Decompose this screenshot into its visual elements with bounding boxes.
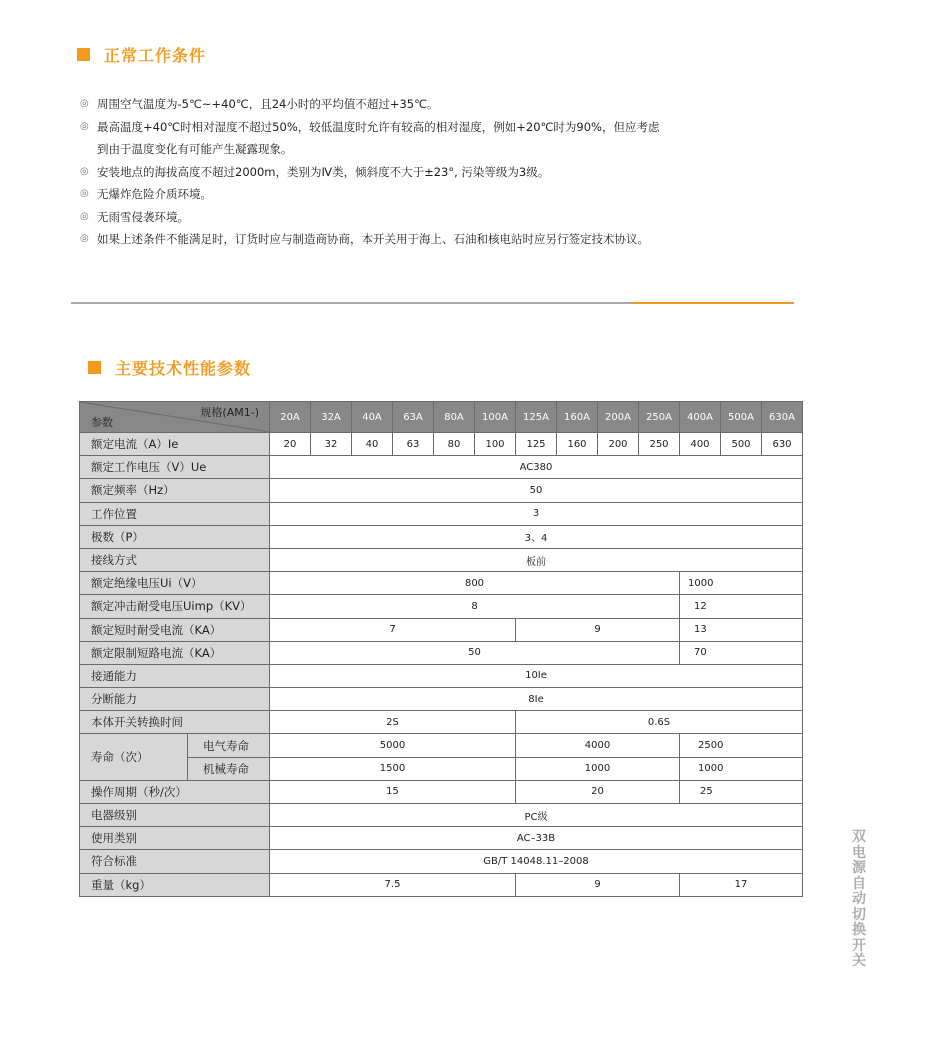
table-cell: 1000 <box>680 572 803 595</box>
table-row <box>80 502 803 525</box>
size-header: 400A <box>680 402 721 433</box>
side-label-char: 动 <box>852 891 866 907</box>
row-sublabel: 电气寿命 <box>188 734 270 757</box>
table-cell: 50 <box>270 479 803 502</box>
table-cell: 17 <box>680 873 803 896</box>
table-cell: 9 <box>516 618 680 641</box>
table-cell: 80 <box>434 433 475 456</box>
table-cell: PC级 <box>270 804 803 827</box>
row-label: 电器级别 <box>80 804 270 827</box>
table-cell: 5000 <box>270 734 516 757</box>
size-header: 63A <box>393 402 434 433</box>
side-label-char: 切 <box>852 906 866 923</box>
table-row <box>80 572 803 595</box>
table-cell: 70 <box>680 641 803 664</box>
side-label-char: 双 <box>852 829 866 845</box>
side-label-char: 开 <box>852 937 866 954</box>
row-label: 额定绝缘电压Ui（V） <box>80 572 270 595</box>
table-row <box>80 664 803 687</box>
table-cell: 0.6S <box>516 711 803 734</box>
list-item <box>80 93 760 116</box>
circle-bullet-icon: ◎ <box>80 210 89 222</box>
condition-text: 如果上述条件不能满足时，订货时应与制造商协商，本开关用于海上、石油和核电站时应另行签定技术协议。 <box>97 232 649 246</box>
spec-table <box>79 401 803 897</box>
condition-text: 安装地点的海拔高度不超过2000m，类别为Ⅳ类，倾斜度不大于±23°, 污染等级为3级。 <box>97 164 550 179</box>
size-header: 32A <box>311 402 352 433</box>
size-header: 40A <box>352 402 393 433</box>
row-label: 操作周期（秒/次） <box>80 780 270 803</box>
row-label: 额定工作电压（V）Ue <box>80 456 270 479</box>
circle-bullet-icon: ◎ <box>80 188 89 199</box>
table-corner-cell <box>80 402 270 433</box>
table-row <box>80 804 803 827</box>
table-header-row <box>80 402 803 433</box>
section-title-technical-parameters <box>88 356 251 379</box>
table-cell: 2S <box>270 711 516 734</box>
condition-text: 最高温度+40℃时相对湿度不超过50%，较低温度时允许有较高的相对湿度，例如+20℃时为90%，但应考虑 <box>97 119 660 134</box>
condition-text: 周围空气温度为-5℃~+40℃，且24小时的平均值不超过+35℃。 <box>97 97 439 111</box>
orange-square-icon <box>77 48 90 61</box>
table-cell: 12 <box>680 595 803 618</box>
orange-square-icon <box>88 361 101 374</box>
conditions-list <box>80 93 760 251</box>
table-row <box>80 618 803 641</box>
list-item <box>80 228 760 251</box>
row-label: 符合标准 <box>80 850 270 873</box>
corner-spec-label: 规格(AM1-) <box>200 406 259 419</box>
size-header: 250A <box>639 402 680 433</box>
list-item <box>80 183 760 206</box>
table-cell: 2500 <box>680 734 803 757</box>
table-cell: 32 <box>311 433 352 456</box>
corner-param-label: 参数 <box>91 416 113 429</box>
table-row <box>80 780 803 803</box>
table-cell: 100 <box>475 433 516 456</box>
list-item <box>80 116 760 161</box>
side-label-char: 关 <box>852 953 866 969</box>
row-label: 重量（kg） <box>80 873 270 896</box>
size-header: 20A <box>270 402 311 433</box>
table-cell: 63 <box>393 433 434 456</box>
size-header: 100A <box>475 402 516 433</box>
table-cell: 13 <box>680 618 803 641</box>
table-cell: 3、4 <box>270 525 803 548</box>
table-cell: GB/T 14048.11–2008 <box>270 850 803 873</box>
circle-bullet-icon: ◎ <box>80 120 89 132</box>
table-cell: 10Ie <box>270 664 803 687</box>
side-label-char: 自 <box>852 875 866 892</box>
table-cell: 8Ie <box>270 688 803 711</box>
size-header: 125A <box>516 402 557 433</box>
table-row <box>80 850 803 873</box>
list-item <box>80 206 760 229</box>
size-header: 630A <box>762 402 803 433</box>
table-cell: 50 <box>270 641 680 664</box>
row-label: 接通能力 <box>80 664 270 687</box>
table-cell: 160 <box>557 433 598 456</box>
table-cell: 板前 <box>270 548 803 571</box>
list-item <box>80 161 760 184</box>
table-cell: 1000 <box>680 757 803 780</box>
condition-text-continued: 到由于温度变化有可能产生凝露现象。 <box>97 142 293 156</box>
section-title-text: 主要技术性能参数 <box>115 359 252 378</box>
table-row <box>80 827 803 850</box>
table-cell: 3 <box>270 502 803 525</box>
row-label: 寿命（次） <box>80 734 188 780</box>
side-vertical-label <box>849 830 869 970</box>
table-cell: 1000 <box>516 757 680 780</box>
condition-text: 无雨雪侵袭环境。 <box>97 209 189 224</box>
table-cell: 250 <box>639 433 680 456</box>
table-cell: 200 <box>598 433 639 456</box>
table-cell: 4000 <box>516 734 680 757</box>
table-cell: 7 <box>270 618 516 641</box>
table-row <box>80 456 803 479</box>
condition-text: 无爆炸危险介质环境。 <box>97 187 212 201</box>
row-label: 接线方式 <box>80 548 270 571</box>
table-cell: 1500 <box>270 757 516 780</box>
row-label: 额定频率（Hz） <box>80 479 270 502</box>
section-title-text: 正常工作条件 <box>104 46 207 65</box>
table-row <box>80 433 803 456</box>
side-label-char: 电 <box>852 844 866 861</box>
table-row <box>80 688 803 711</box>
table-cell: 800 <box>270 572 680 595</box>
table-row <box>80 641 803 664</box>
row-label: 额定电流（A）Ie <box>80 433 270 456</box>
row-label: 工作位置 <box>80 502 270 525</box>
table-cell: 7.5 <box>270 873 516 896</box>
table-cell: 125 <box>516 433 557 456</box>
size-header: 500A <box>721 402 762 433</box>
row-sublabel: 机械寿命 <box>188 757 270 780</box>
row-label: 本体开关转换时间 <box>80 711 270 734</box>
table-cell: 20 <box>270 433 311 456</box>
row-label: 额定冲击耐受电压Uimp（KV） <box>80 595 270 618</box>
table-cell: 20 <box>516 780 680 803</box>
row-label: 分断能力 <box>80 688 270 711</box>
row-label: 使用类别 <box>80 827 270 850</box>
table-row <box>80 548 803 571</box>
section-title-working-conditions <box>77 43 206 66</box>
table-row <box>80 734 803 757</box>
table-row <box>80 595 803 618</box>
table-row <box>80 757 803 780</box>
table-cell: 15 <box>270 780 516 803</box>
circle-bullet-icon: ◎ <box>80 98 89 109</box>
table-cell: 400 <box>680 433 721 456</box>
table-cell: AC–33B <box>270 827 803 850</box>
divider-line <box>71 302 631 304</box>
table-cell: 9 <box>516 873 680 896</box>
circle-bullet-icon: ◎ <box>80 165 89 177</box>
table-cell: 630 <box>762 433 803 456</box>
table-cell: 25 <box>680 780 803 803</box>
table-row <box>80 711 803 734</box>
table-row <box>80 873 803 896</box>
divider-accent-line <box>631 302 794 304</box>
table-cell: 500 <box>721 433 762 456</box>
circle-bullet-icon: ◎ <box>80 233 89 244</box>
table-cell: 8 <box>270 595 680 618</box>
row-label: 极数（P） <box>80 525 270 548</box>
size-header: 80A <box>434 402 475 433</box>
row-label: 额定限制短路电流（KA） <box>80 641 270 664</box>
table-cell: AC380 <box>270 456 803 479</box>
size-header: 160A <box>557 402 598 433</box>
side-label-char: 源 <box>852 860 866 876</box>
table-row <box>80 479 803 502</box>
side-label-char: 换 <box>852 922 866 938</box>
table-row <box>80 525 803 548</box>
row-label: 额定短时耐受电流（KA） <box>80 618 270 641</box>
table-cell: 40 <box>352 433 393 456</box>
size-header: 200A <box>598 402 639 433</box>
